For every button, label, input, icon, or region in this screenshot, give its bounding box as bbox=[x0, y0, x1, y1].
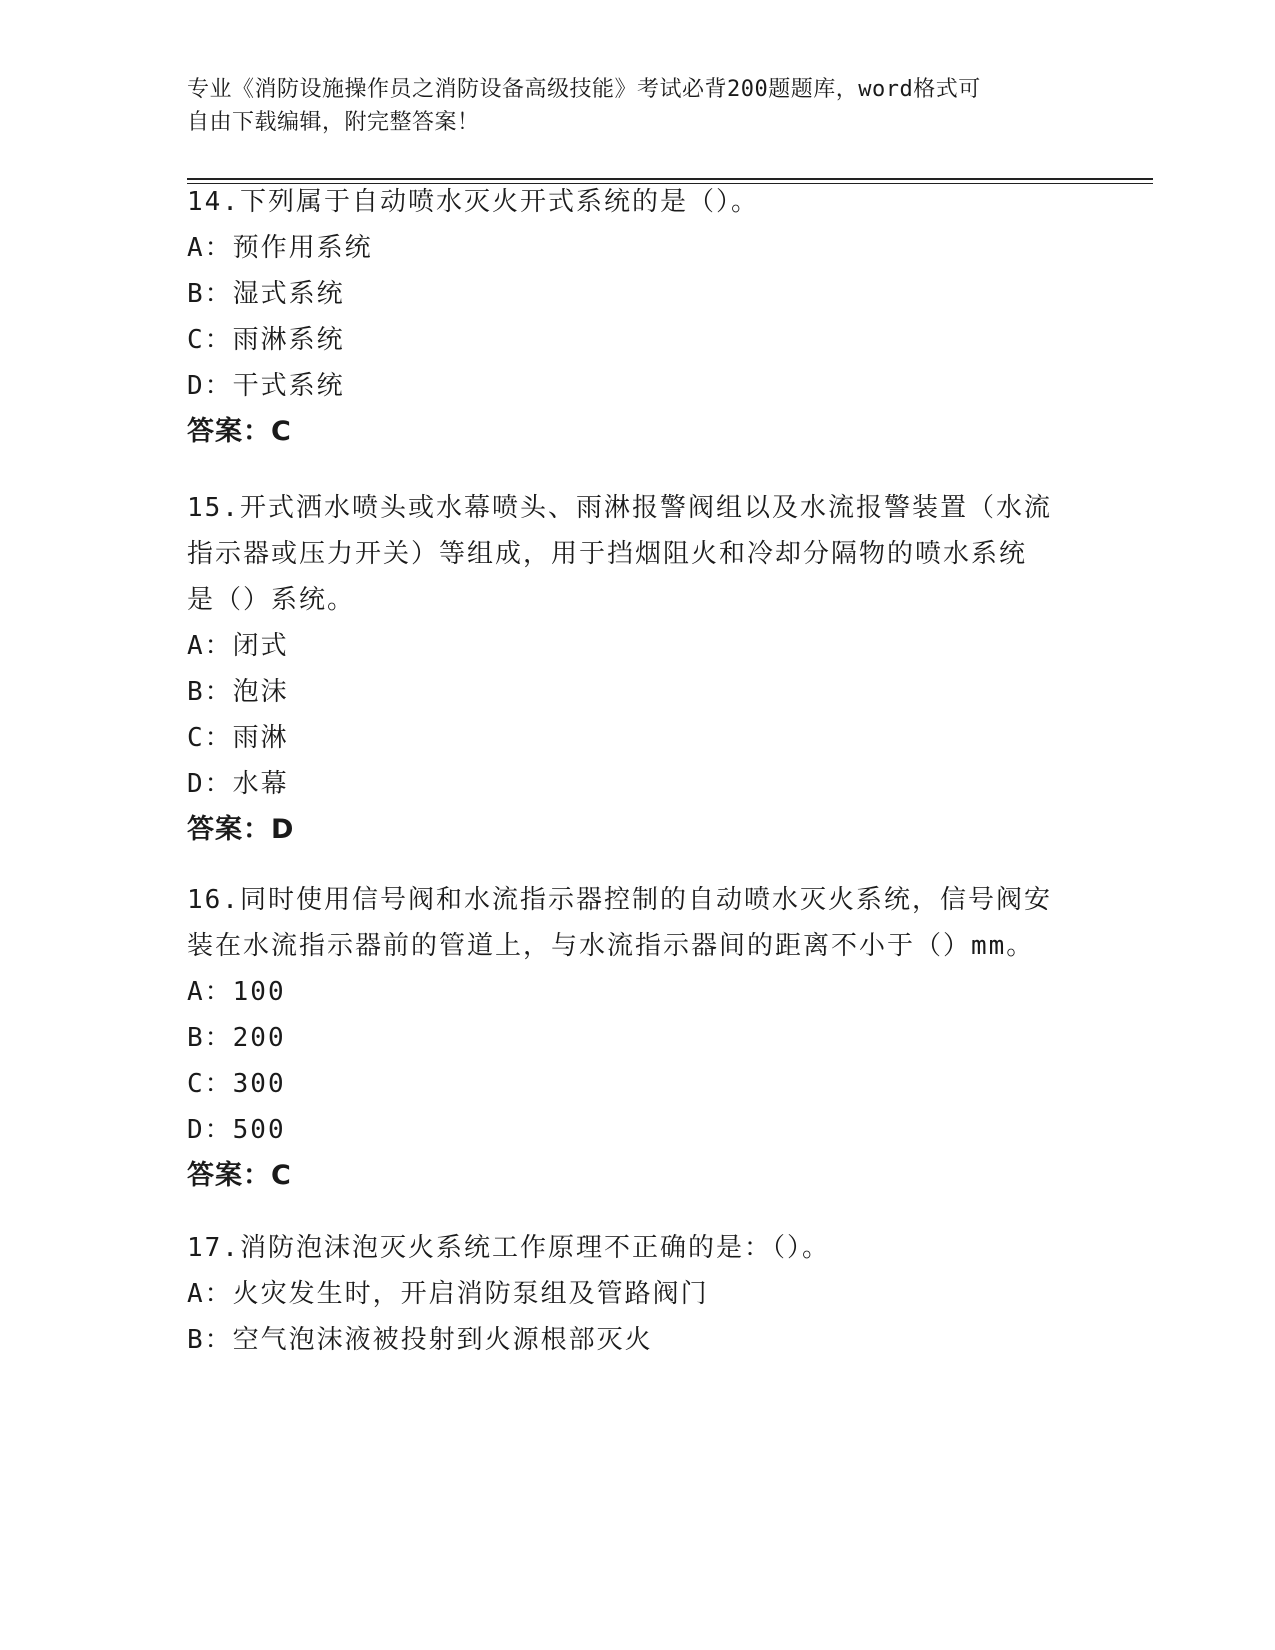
answer: 答案：C bbox=[187, 1160, 292, 1191]
option-b: B：空气泡沫液被投射到火源根部灭火 bbox=[187, 1325, 653, 1355]
question-14 bbox=[187, 179, 1087, 455]
option-c: C：300 bbox=[187, 1069, 286, 1099]
option-b: B：湿式系统 bbox=[187, 279, 345, 309]
option-c: C：雨淋 bbox=[187, 723, 289, 753]
question-stem bbox=[187, 877, 1087, 969]
option-a: A：100 bbox=[187, 977, 286, 1007]
option-a: A：火灾发生时，开启消防泵组及管路阀门 bbox=[187, 1279, 709, 1309]
option-b: B：泡沫 bbox=[187, 677, 289, 707]
option-c: C：雨淋系统 bbox=[187, 325, 345, 355]
stem-line: 装在水流指示器前的管道上，与水流指示器间的距离不小于（）mm。 bbox=[187, 931, 1035, 961]
question-16 bbox=[187, 877, 1087, 1199]
option-a: A：预作用系统 bbox=[187, 233, 373, 263]
option-d: D：500 bbox=[187, 1115, 286, 1145]
header-line-2: 自由下载编辑，附完整答案！ bbox=[187, 110, 480, 135]
stem-line: 是（）系统。 bbox=[187, 585, 356, 615]
question-stem bbox=[187, 179, 1087, 225]
question-17 bbox=[187, 1225, 1087, 1363]
stem-line: 17.消防泡沫泡灭火系统工作原理不正确的是：（）。 bbox=[187, 1233, 830, 1263]
option-b: B：200 bbox=[187, 1023, 286, 1053]
stem-line: 15.开式洒水喷头或水幕喷头、雨淋报警阀组以及水流报警装置（水流 bbox=[187, 493, 1052, 523]
answer: 答案：D bbox=[187, 814, 295, 845]
option-a: A：闭式 bbox=[187, 631, 289, 661]
stem-line: 16.同时使用信号阀和水流指示器控制的自动喷水灭火系统，信号阀安 bbox=[187, 885, 1052, 915]
question-15 bbox=[187, 485, 1087, 853]
option-d: D：水幕 bbox=[187, 769, 289, 799]
option-d: D：干式系统 bbox=[187, 371, 345, 401]
header-line-1: 专业《消防设施操作员之消防设备高级技能》考试必背200题题库，word格式可 bbox=[187, 77, 981, 102]
stem-line: 14.下列属于自动喷水灭火开式系统的是（）。 bbox=[187, 187, 759, 217]
answer: 答案：C bbox=[187, 416, 292, 447]
document-header bbox=[187, 73, 1087, 139]
question-stem bbox=[187, 1225, 1087, 1271]
stem-line: 指示器或压力开关）等组成，用于挡烟阻火和冷却分隔物的喷水系统 bbox=[187, 539, 1028, 569]
question-stem bbox=[187, 485, 1087, 623]
